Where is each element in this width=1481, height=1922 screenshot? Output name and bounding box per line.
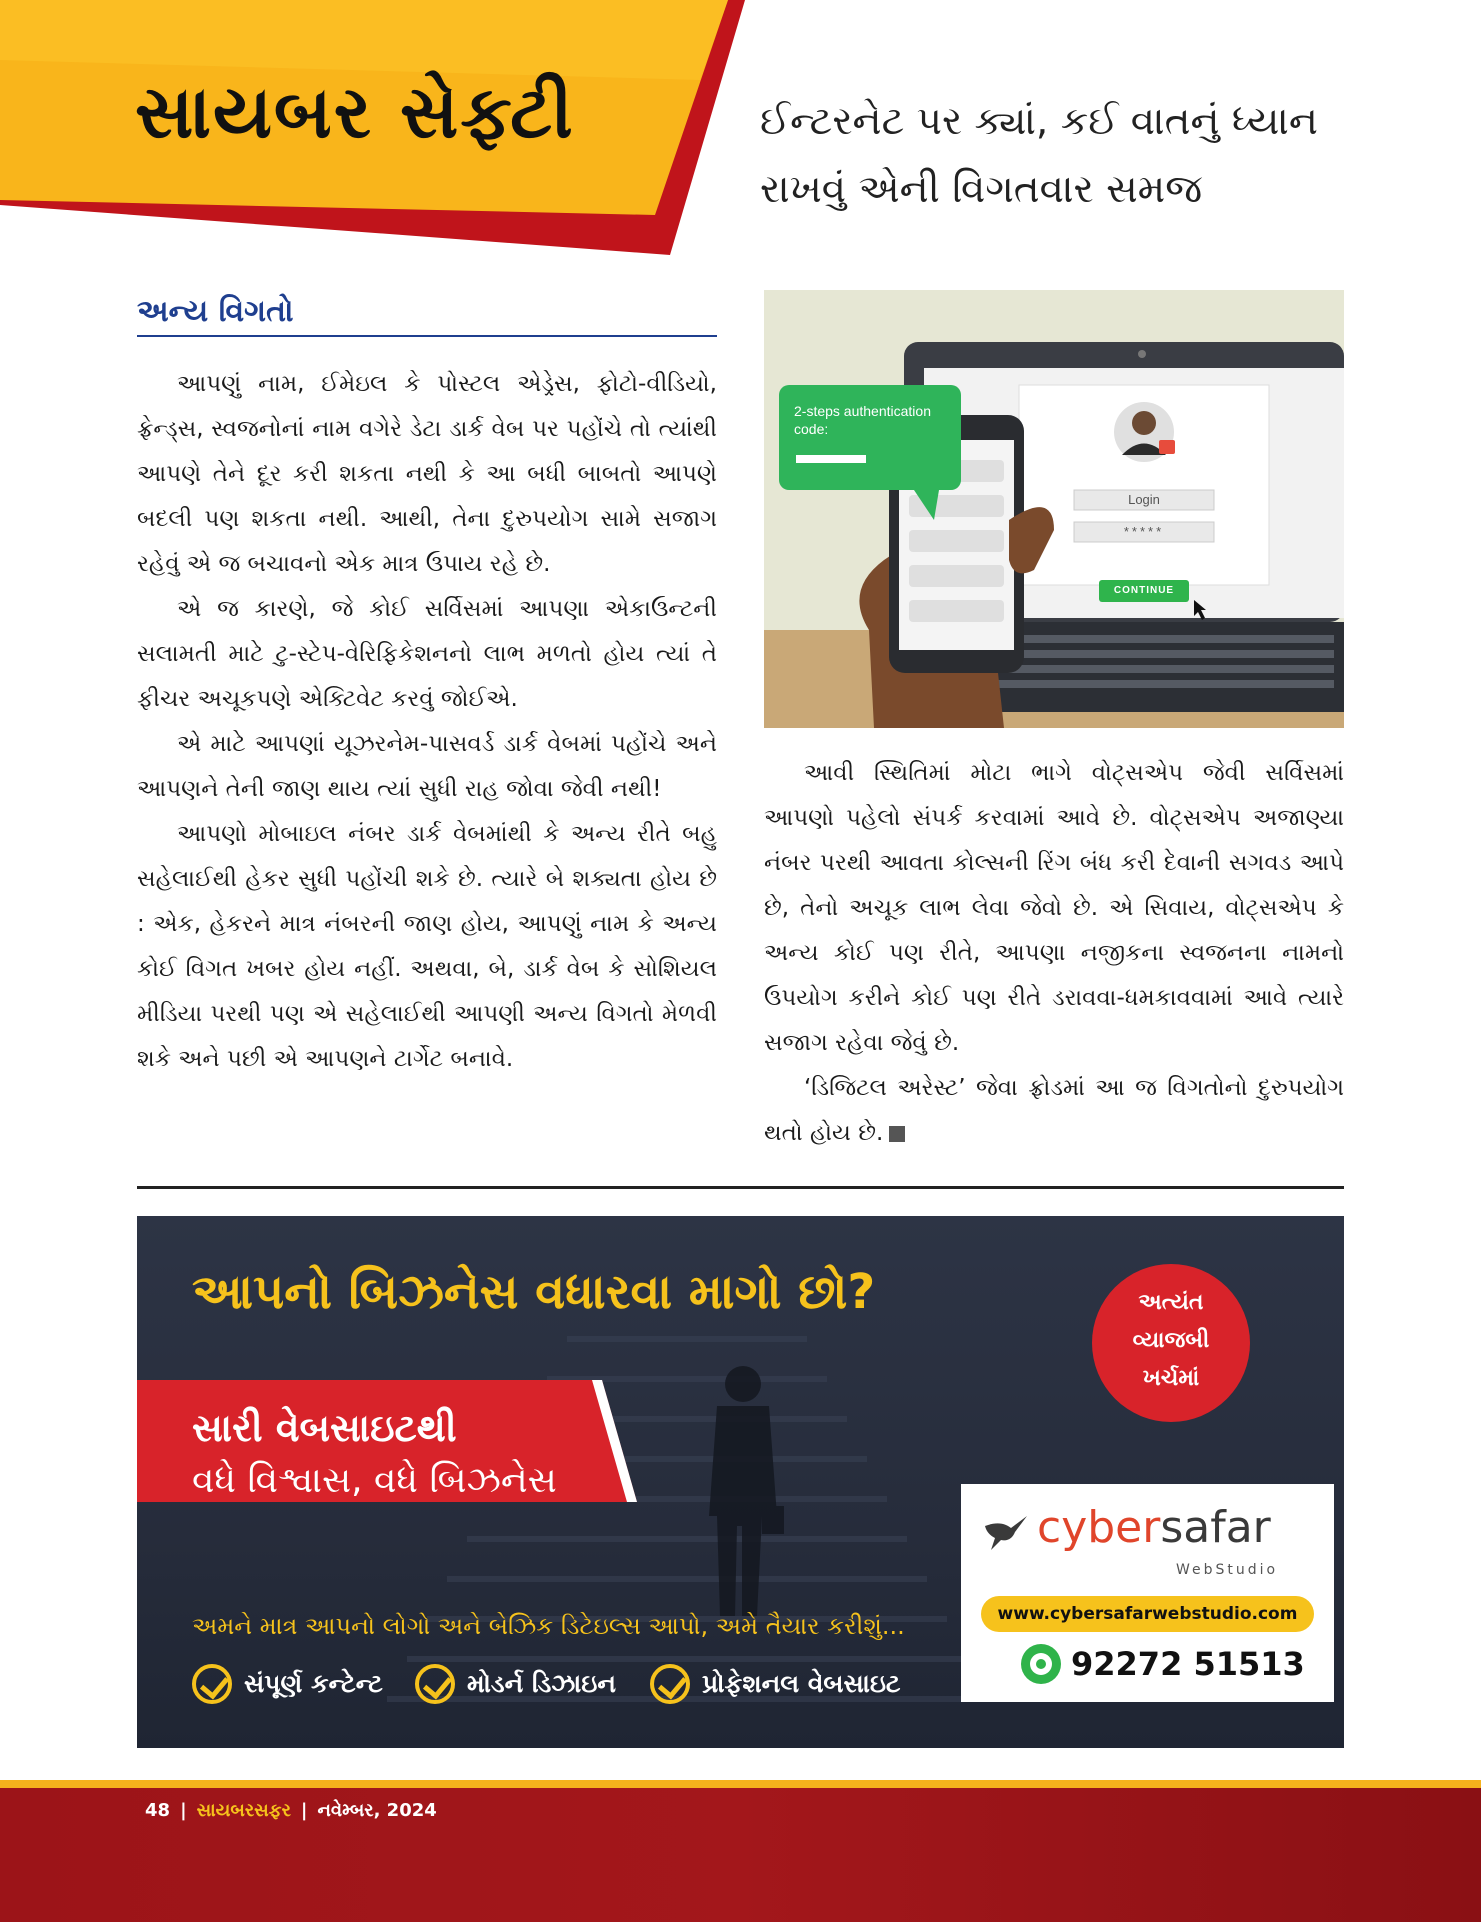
issue-date: નવેમ્બર, 2024 [317, 1800, 437, 1821]
paragraph [764, 1066, 1344, 1156]
password-field-mask: ***** [1123, 524, 1165, 539]
logo-word-safar: safar [1160, 1502, 1271, 1553]
ad-banner-subtitle: વધે વિશ્વાસ, વધે બિઝનેસ [192, 1460, 557, 1501]
website-url[interactable]: www.cybersafarwebstudio.com [981, 1596, 1314, 1632]
price-badge-line: અત્યંત [1138, 1290, 1204, 1315]
end-mark-icon [889, 1126, 905, 1142]
check-circle-icon [650, 1664, 690, 1704]
article-right-column [764, 751, 1344, 1156]
cybersafar-logo [981, 1502, 1271, 1556]
page-subtitle [760, 88, 1320, 224]
illustration-graphic [764, 290, 1344, 728]
paragraph: આપણું નામ, ઈમેઇલ કે પોસ્ટલ એડ્રેસ, ફોટો-વીડિયો, ફ્રેન્ડ્સ, સ્વજનોનાં નામ વગેરે ડેટા ડાર્ક વેબ પર પહોંચે તો ત્યાંથી આપણે તેને દૂર કરી શકતા નથી કે આ બધી બાબતો આપણે બદલી પણ શકતા નથી. આથી, તેના દુરુપયોગ સામે સજાગ રહેવું એ જ બચાવનો એક માત્ર ઉપાય રહે છે. [137, 371, 717, 577]
magazine-name: સાયબરસફર [196, 1800, 291, 1821]
ad-feature-label: સંપૂર્ણ કન્ટેન્ટ [244, 1669, 383, 1698]
login-field-label: Login [1128, 492, 1160, 507]
footer-separator: | [300, 1800, 308, 1821]
ad-feature [192, 1664, 383, 1704]
article-left-column [137, 362, 717, 1082]
subtitle-line-1: ઈન્ટરનેટ પર ક્યાં, કઈ વાતનું ધ્યાન [760, 99, 1318, 144]
ad-feature [415, 1664, 616, 1704]
hummingbird-icon [981, 1506, 1031, 1556]
paragraph: આપણો મોબાઇલ નંબર ડાર્ક વેબમાંથી કે અન્ય રીતે બહુ સહેલાઈથી હેકર સુધી પહોંચી શકે છે. ત્યારે બે શક્યતા હોય છે : એક, હેકરને માત્ર નંબરની જાણ હોય, આપણું નામ કે અન્ય કોઈ વિગત ખબર હોય નહીં. અથવા, બે, ડાર્ક વેબ કે સોશિયલ મીડિયા પરથી પણ એ સહેલાઈથી આપણી અન્ય વિગતો મેળવી શકે અને પછી એ આપણને ટાર્ગેટ બનાવે. [137, 821, 717, 1072]
ad-feature-label: પ્રોફેશનલ વેબસાઇટ [702, 1669, 901, 1698]
page-number: 48 [145, 1800, 171, 1821]
page-title: સાયબર સેફ્ટી [135, 70, 575, 154]
section-divider [137, 1186, 1344, 1189]
paragraph-text: ‘ડિજિટલ અરેસ્ટ’ જેવા ફ્રોડમાં આ જ વિગતોનો દુરુપયોગ થતો હોય છે. [764, 1075, 1344, 1146]
two-step-auth-illustration [764, 290, 1344, 728]
phone-contact [1021, 1644, 1305, 1684]
check-circle-icon [415, 1664, 455, 1704]
logo-tagline: WebStudio [1176, 1562, 1279, 1578]
price-badge [1092, 1264, 1250, 1422]
auth-bubble-text: 2-steps authentication code: [794, 403, 931, 437]
footer-info [145, 1800, 437, 1821]
paragraph: એ માટે આપણાં યૂઝરનેમ-પાસવર્ડ ડાર્ક વેબમાં પહોંચે અને આપણને તેની જાણ થાય ત્યાં સુધી રાહ જોવા જેવી નથી! [137, 731, 717, 802]
ad-feature [650, 1664, 900, 1704]
footer-separator: | [180, 1800, 187, 1821]
section-heading: અન્ય વિગતો [137, 294, 717, 337]
ad-banner-title: સારી વેબસાઇટથી [192, 1406, 457, 1450]
logo-word-cyber: cyber [1037, 1502, 1161, 1553]
ad-headline: આપનો બિઝનેસ વધારવા માગો છો? [192, 1264, 876, 1320]
phone-number: 92272 51513 [1071, 1645, 1305, 1683]
subtitle-line-2: રાખવું એની વિગતવાર સમજ [760, 167, 1203, 212]
ad-note: અમને માત્ર આપનો લોગો અને બેઝિક ડિટેઇલ્સ આપો, અમે તૈયાર કરીશું... [192, 1612, 905, 1640]
paragraph: એ જ કારણે, જે કોઈ સર્વિસમાં આપણા એકાઉન્ટની સલામતી માટે ટુ-સ્ટેપ-વેરિફિકેશનનો લાભ મળતો હોય ત્યાં તે ફીચર અચૂકપણે એક્ટિવેટ કરવું જોઈએ. [137, 596, 717, 712]
contact-card [961, 1484, 1334, 1702]
check-circle-icon [192, 1664, 232, 1704]
paragraph: આવી સ્થિતિમાં મોટા ભાગે વોટ્સએપ જેવી સર્વિસમાં આપણો પહેલો સંપર્ક કરવામાં આવે છે. વોટ્સએપ અજાણ્યા નંબર પરથી આવતા કોલ્સની રિંગ બંધ કરી દેવાની સગવડ આપે છે, તેનો અચૂક લાભ લેવા જેવો છે. એ સિવાય, વોટ્સએપ કે અન્ય કોઈ પણ રીતે, આપણા નજીકના સ્વજનના નામનો ઉપયોગ કરીને કોઈ પણ રીતે ડરાવવા-ધમકાવવામાં આવે ત્યારે સજાગ રહેવા જેવું છે. [764, 760, 1344, 1056]
price-badge-line: ખર્ચમાં [1142, 1366, 1200, 1391]
footer-accent-line [0, 1780, 1481, 1788]
website-advertisement [137, 1216, 1344, 1748]
continue-button-label: CONTINUE [1113, 585, 1175, 596]
price-badge-line: વ્યાજબી [1132, 1328, 1210, 1353]
whatsapp-icon [1021, 1644, 1061, 1684]
ad-feature-label: મોડર્ન ડિઝાઇન [467, 1669, 617, 1698]
